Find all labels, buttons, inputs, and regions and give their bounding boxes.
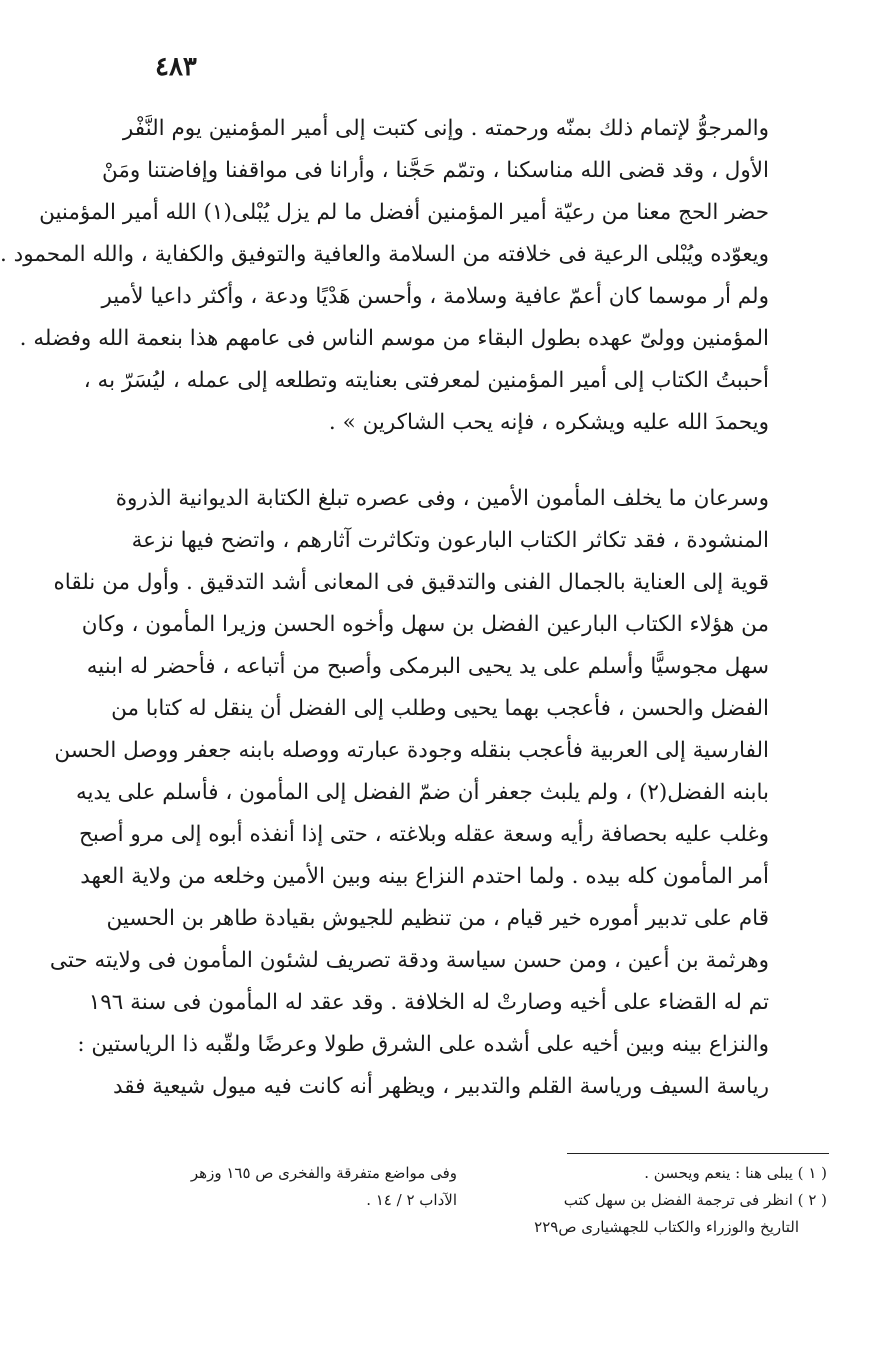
- text-line: الأول ، وقد قضى الله مناسكنا ، وتمّم حَجَّنا ، وأرانا فى مواقفنا وإفاضتنا ومَنْ: [102, 158, 769, 183]
- text-line: المنشودة ، فقد تكاثر الكتاب البارعون وتكاثرت آثارهم ، واتضح فيها نزعة: [131, 528, 769, 553]
- page-number: ٤٨٣: [155, 52, 197, 82]
- footnote-2: ( ٢ ) انظر فى ترجمة الفضل بن سهل كتب: [563, 1191, 827, 1209]
- text-line: حضر الحج معنا من رعيّة أمير المؤمنين أفضل ما لم يزل يُبْلى(١) الله أمير المؤمنين: [39, 200, 769, 225]
- text-line: وهرثمة بن أعين ، ومن حسن سياسة ودقة تصريف لشئون المأمون فى ولايته حتى: [49, 948, 769, 973]
- text-line: الفضل والحسن ، فأعجب بهما يحيى وطلب إلى الفضل أن ينقل له كتابا من: [111, 696, 769, 721]
- text-line: أحببتُ الكتاب إلى أمير المؤمنين لمعرفتى بعنايته وتطلعه إلى عمله ، ليُسَرّ به ،: [83, 368, 769, 393]
- text-line: الفارسية إلى العربية فأعجب بنقله وجودة عبارته ووصله بابنه جعفر ووصل الحسن: [54, 738, 769, 763]
- footnote-divider: [567, 1153, 829, 1154]
- footnotes-column-right: [517, 1160, 827, 1241]
- text-line: ويحمدَ الله عليه ويشكره ، فإنه يحب الشاكرين » .: [328, 410, 769, 435]
- text-line: وسرعان ما يخلف المأمون الأمين ، وفى عصره تبلغ الكتابة الديوانية الذروة: [115, 486, 769, 511]
- text-line: قوية إلى العناية بالجمال الفنى والتدقيق فى المعانى أشد التدقيق . وأول من نلقاه: [53, 570, 769, 595]
- text-line: أمر المأمون كله بيده . ولما احتدم النزاع بينه وبين الأمين وخلعه من ولاية العهد: [80, 864, 769, 889]
- text-line: وغلب عليه بحصافة رأيه وسعة عقله وبلاغته ، حتى إذا أنفذه أبوه إلى مرو أصبح: [79, 822, 769, 847]
- text-line: قام على تدبير أموره خير قيام ، من تنظيم للجيوش بقيادة طاهر بن الحسين: [106, 906, 769, 931]
- footnote-2-continued: وفى مواضع متفرقة والفخرى ص ١٦٥ وزهر: [190, 1164, 457, 1182]
- paragraph-main: [49, 478, 769, 1108]
- text-line: بابنه الفضل(٢) ، ولم يلبث جعفر أن ضمّ الفضل إلى المأمون ، فأسلم على يديه: [75, 780, 769, 805]
- text-line: سهل مجوسيًّا وأسلم على يد يحيى البرمكى وأصبح من أتباعه ، فأحضر له ابنيه: [86, 654, 769, 679]
- footnote-2-continued: الآداب ٢ / ١٤ .: [366, 1191, 457, 1209]
- text-line: رياسة السيف ورياسة القلم والتدبير ، ويظهر أنه كانت فيه ميول شيعية فقد: [112, 1074, 769, 1099]
- text-line: من هؤلاء الكتاب البارعين الفضل بن سهل وأخوه الحسن وزيرا المأمون ، وكان: [81, 612, 769, 637]
- footnote-1: ( ١ ) يبلى هنا : ينعم ويحسن .: [644, 1164, 827, 1182]
- footnotes-column-left: [157, 1160, 457, 1214]
- text-line: والمرجوُّ لإتمام ذلك بمنّه ورحمته . وإنى كتبت إلى أمير المؤمنين يوم النَّفْر: [122, 116, 769, 141]
- text-line: ولم أر موسما كان أعمّ عافية وسلامة ، وأحسن هَدْيًا ودعة ، وأكثر داعيا لأمير: [101, 284, 769, 309]
- text-line: ويعوّده ويُبْلى الرعية فى خلافته من السلامة والعافية والتوفيق والكفاية ، والله المحمود .: [0, 242, 769, 267]
- text-line: تم له القضاء على أخيه وصارتْ له الخلافة . وقد عقد له المأمون فى سنة ١٩٦: [88, 990, 769, 1015]
- footnote-2-continued: التاريخ والوزراء والكتاب للجهشيارى ص٢٢٩: [534, 1218, 799, 1236]
- paragraph-letter-quote: [0, 108, 769, 444]
- text-line: والنزاع بينه وبين أخيه على أشده على الشرق طولا وعرضًا ولقّبه ذا الرياستين :: [77, 1032, 769, 1057]
- text-line: المؤمنين وولىّ عهده بطول البقاء من موسم الناس فى عامهم هذا بنعمة الله وفضله .: [19, 326, 769, 351]
